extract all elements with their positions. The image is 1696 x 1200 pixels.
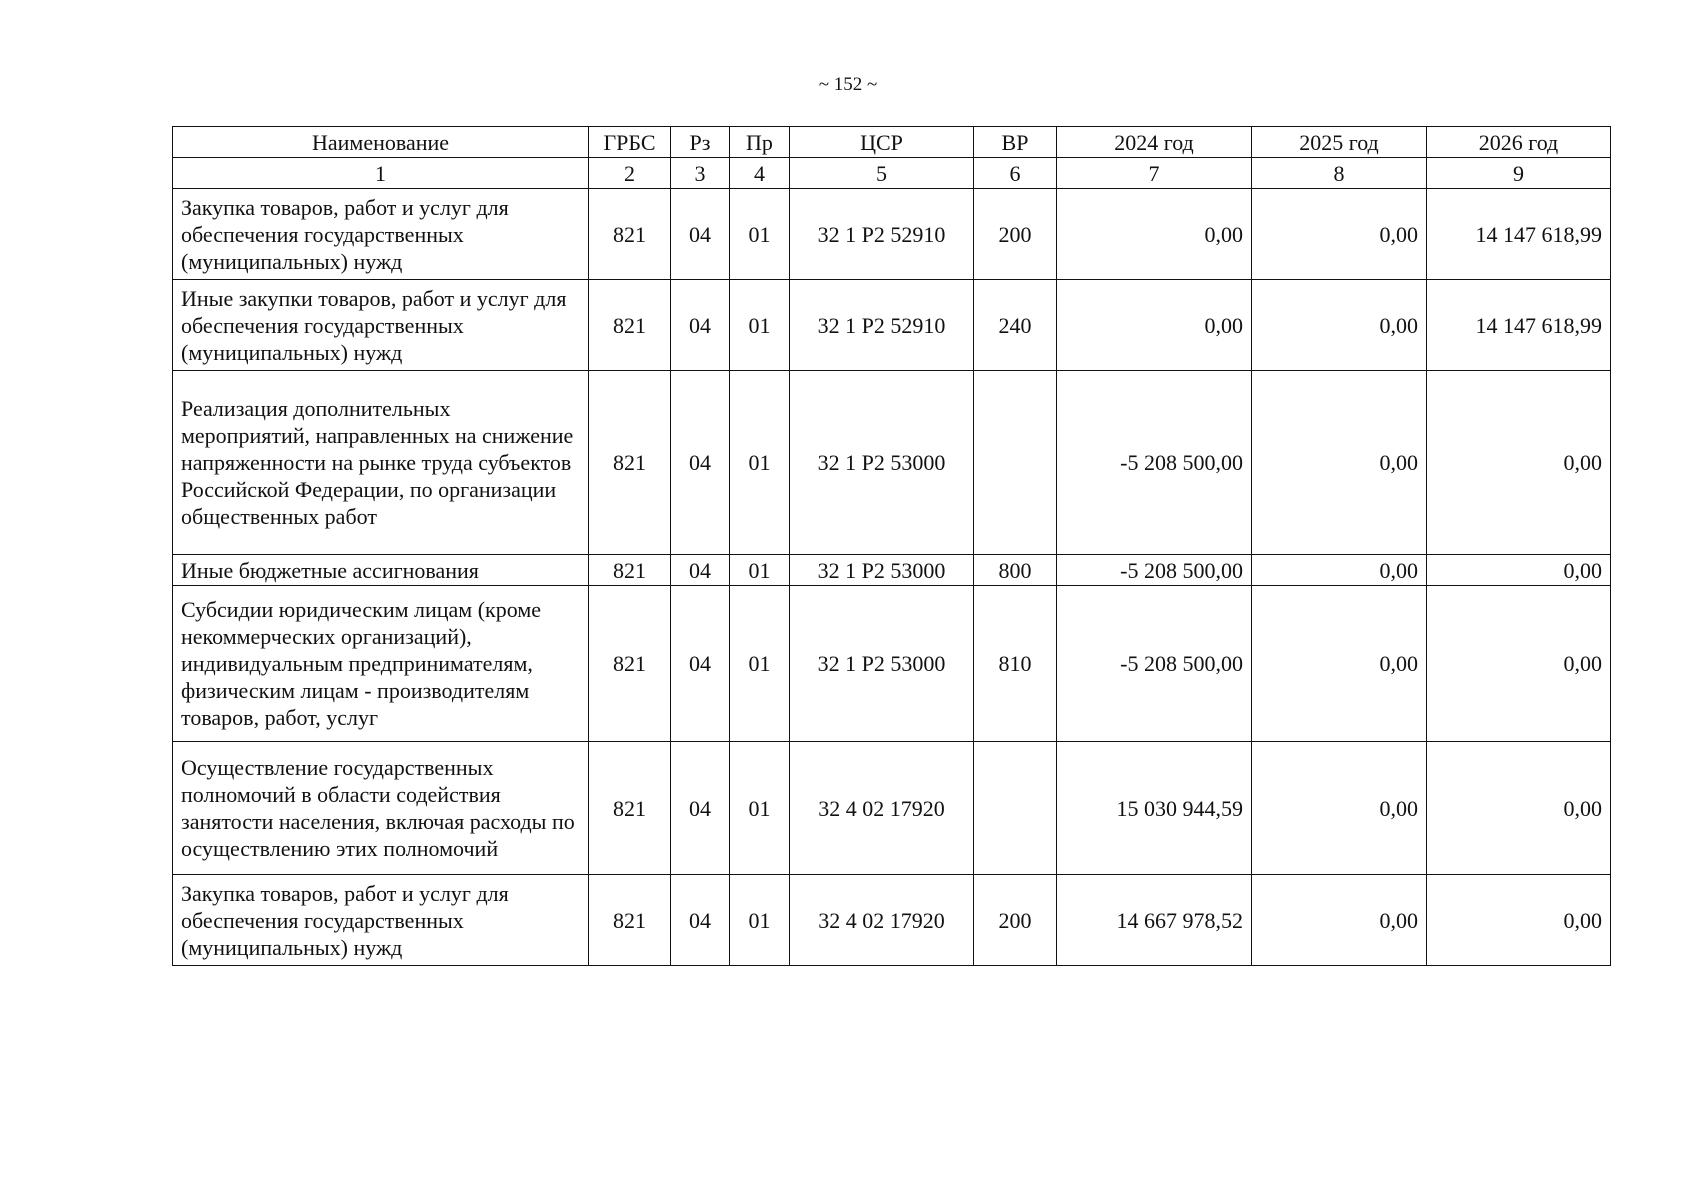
row-name: Иные бюджетные ассигнования <box>173 555 589 586</box>
row-rz: 04 <box>671 555 730 586</box>
row-grbs: 821 <box>589 875 671 966</box>
budget-table <box>172 126 1611 966</box>
table-row <box>173 555 1611 586</box>
row-grbs: 821 <box>589 555 671 586</box>
table-row <box>173 742 1611 875</box>
column-number: 1 <box>173 158 589 189</box>
row-csr: 32 1 P2 53000 <box>790 555 974 586</box>
header-pr: Пр <box>730 127 790 158</box>
header-grbs: ГРБС <box>589 127 671 158</box>
column-number: 9 <box>1427 158 1611 189</box>
column-number: 8 <box>1252 158 1427 189</box>
row-pr: 01 <box>730 742 790 875</box>
row-vr: 200 <box>974 875 1057 966</box>
column-number: 6 <box>974 158 1057 189</box>
row-2026: 0,00 <box>1427 586 1611 742</box>
row-grbs: 821 <box>589 189 671 280</box>
row-2024: -5 208 500,00 <box>1057 555 1252 586</box>
table-row <box>173 875 1611 966</box>
row-name: Реализация дополнительных мероприятий, направленных на снижение напряженности на рынке труда субъектов Российской Федерации, по организации общественных работ <box>173 371 589 555</box>
row-vr: 800 <box>974 555 1057 586</box>
header-vr: ВР <box>974 127 1057 158</box>
row-pr: 01 <box>730 189 790 280</box>
table-row <box>173 280 1611 371</box>
row-grbs: 821 <box>589 586 671 742</box>
row-vr: 810 <box>974 586 1057 742</box>
row-vr: 200 <box>974 189 1057 280</box>
row-name: Закупка товаров, работ и услуг для обеспечения государственных (муниципальных) нужд <box>173 875 589 966</box>
row-csr: 32 1 P2 52910 <box>790 280 974 371</box>
row-rz: 04 <box>671 189 730 280</box>
row-vr <box>974 742 1057 875</box>
row-vr: 240 <box>974 280 1057 371</box>
column-number: 5 <box>790 158 974 189</box>
row-2025: 0,00 <box>1252 555 1427 586</box>
row-csr: 32 4 02 17920 <box>790 742 974 875</box>
row-name: Осуществление государственных полномочий в области содействия занятости населения, включая расходы по осуществлению этих полномочий <box>173 742 589 875</box>
row-2025: 0,00 <box>1252 586 1427 742</box>
row-rz: 04 <box>671 875 730 966</box>
page-number: ~ 152 ~ <box>818 74 878 95</box>
row-rz: 04 <box>671 742 730 875</box>
row-2024: 14 667 978,52 <box>1057 875 1252 966</box>
row-name: Иные закупки товаров, работ и услуг для обеспечения государственных (муниципальных) нужд <box>173 280 589 371</box>
row-2024: -5 208 500,00 <box>1057 371 1252 555</box>
row-2025: 0,00 <box>1252 371 1427 555</box>
row-2025: 0,00 <box>1252 189 1427 280</box>
row-csr: 32 1 P2 52910 <box>790 189 974 280</box>
row-csr: 32 4 02 17920 <box>790 875 974 966</box>
table-row <box>173 586 1611 742</box>
column-number: 4 <box>730 158 790 189</box>
header-rz: Рз <box>671 127 730 158</box>
row-2024: 15 030 944,59 <box>1057 742 1252 875</box>
header-2024: 2024 год <box>1057 127 1252 158</box>
row-pr: 01 <box>730 280 790 371</box>
table-row <box>173 189 1611 280</box>
row-2026: 0,00 <box>1427 371 1611 555</box>
header-name: Наименование <box>173 127 589 158</box>
row-2026: 14 147 618,99 <box>1427 189 1611 280</box>
column-number: 3 <box>671 158 730 189</box>
header-2025: 2025 год <box>1252 127 1427 158</box>
row-csr: 32 1 P2 53000 <box>790 371 974 555</box>
row-grbs: 821 <box>589 280 671 371</box>
row-name: Закупка товаров, работ и услуг для обеспечения государственных (муниципальных) нужд <box>173 189 589 280</box>
column-number-row <box>173 158 1611 189</box>
row-grbs: 821 <box>589 371 671 555</box>
row-2024: -5 208 500,00 <box>1057 586 1252 742</box>
row-2025: 0,00 <box>1252 742 1427 875</box>
column-number: 2 <box>589 158 671 189</box>
row-2025: 0,00 <box>1252 875 1427 966</box>
column-number: 7 <box>1057 158 1252 189</box>
row-2025: 0,00 <box>1252 280 1427 371</box>
row-2026: 14 147 618,99 <box>1427 280 1611 371</box>
row-rz: 04 <box>671 586 730 742</box>
row-2026: 0,00 <box>1427 742 1611 875</box>
row-vr <box>974 371 1057 555</box>
row-2026: 0,00 <box>1427 875 1611 966</box>
row-rz: 04 <box>671 371 730 555</box>
row-pr: 01 <box>730 371 790 555</box>
row-2024: 0,00 <box>1057 280 1252 371</box>
row-pr: 01 <box>730 586 790 742</box>
row-2024: 0,00 <box>1057 189 1252 280</box>
row-pr: 01 <box>730 875 790 966</box>
row-csr: 32 1 P2 53000 <box>790 586 974 742</box>
row-pr: 01 <box>730 555 790 586</box>
header-2026: 2026 год <box>1427 127 1611 158</box>
header-row <box>173 127 1611 158</box>
table-row <box>173 371 1611 555</box>
row-rz: 04 <box>671 280 730 371</box>
header-csr: ЦСР <box>790 127 974 158</box>
row-grbs: 821 <box>589 742 671 875</box>
row-name: Субсидии юридическим лицам (кроме некоммерческих организаций), индивидуальным предпринимателям, физическим лицам - производителям товаров, работ, услуг <box>173 586 589 742</box>
row-2026: 0,00 <box>1427 555 1611 586</box>
